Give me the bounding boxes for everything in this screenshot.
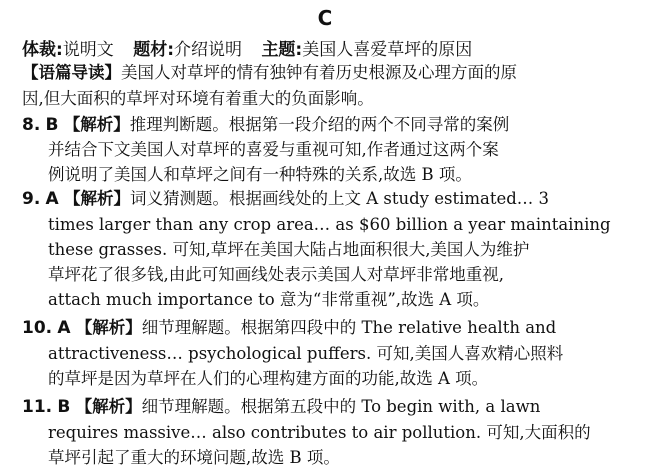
answer-10-line-2 [48, 341, 630, 367]
answer-11-text-2: requires massive… also contributes to air pollution. 可知,大面积的 [48, 423, 591, 442]
answer-11-number: 11. [22, 397, 53, 417]
answer-10-analysis-label: 【解析】 [75, 318, 142, 337]
guide-label: 【语篇导读】 [22, 63, 121, 82]
answer-9-letter: A [45, 189, 59, 209]
answer-11-line-3 [48, 445, 630, 471]
answer-9-line-1 [22, 186, 627, 212]
answer-9-line-4 [48, 262, 630, 288]
answer-9-line-5 [48, 287, 630, 313]
answer-11-text-1: 细节理解题。根据第五段中的 To begin with, a lawn [141, 397, 541, 416]
theme-value: 美国人喜爱草坪的原因 [302, 40, 473, 60]
answer-9-text-4: 草坪花了很多钱,由此可知画线处表示美国人对草坪非常地重视, [48, 265, 504, 284]
answer-9-text-5: attach much importance to 意为“非常重视”,故选 A 项。 [48, 290, 490, 309]
answer-8-text-1: 推理判断题。根据第一段介绍的两个不同寻常的案例 [129, 115, 510, 134]
guide-line-2 [22, 86, 627, 112]
answer-9-line-3 [48, 237, 630, 263]
answer-10-number: 10. [22, 318, 53, 338]
answer-10-line-3 [48, 366, 630, 392]
genre-value: 说明文 [62, 40, 114, 60]
answer-9-text-3: these grasses. 可知,草坪在美国大陆占地面积很大,美国人为维护 [48, 240, 530, 259]
answer-8-line-2 [48, 137, 630, 163]
answer-9-number: 9. [22, 189, 41, 209]
answer-8-analysis-label: 【解析】 [63, 115, 130, 134]
answer-9-analysis-label: 【解析】 [63, 189, 130, 208]
guide-text-2: 因,但大面积的草坪对环境有着重大的负面影响。 [22, 89, 374, 108]
answer-10-letter: A [57, 318, 71, 338]
answer-9-text-1: 词义猜测题。根据画线处的上文 A study estimated… 3 [129, 189, 550, 208]
answer-8-line-1 [22, 112, 627, 138]
answer-10-text-2: attractiveness… psychological puffers. 可知,美国人喜欢精心照料 [48, 344, 564, 363]
answer-11-letter: B [57, 397, 71, 417]
answer-10-line-1 [22, 315, 627, 341]
passage-meta [22, 35, 472, 60]
answer-11-analysis-label: 【解析】 [75, 397, 142, 416]
answer-8-text-3: 例说明了美国人和草坪之间有一种特殊的关系,故选 B 项。 [48, 165, 472, 184]
answer-8-line-3 [48, 162, 630, 188]
answer-8-letter: B [45, 115, 59, 135]
answer-10-text-1: 细节理解题。根据第四段中的 The relative health and [141, 318, 557, 337]
topic-value: 介绍说明 [174, 40, 243, 60]
answer-9-text-2: times larger than any crop area… as $60 billion a year maintaining [48, 215, 611, 234]
topic-label: 题材: [133, 40, 175, 60]
answer-8-text-2: 并结合下文美国人对草坪的喜爱与重视可知,作者通过这两个案 [48, 140, 499, 159]
guide-line-1 [22, 60, 627, 86]
section-letter: C [317, 6, 333, 30]
answer-9-line-2 [48, 212, 630, 238]
answer-11-line-2 [48, 420, 630, 446]
answer-8-number: 8. [22, 115, 41, 135]
answer-10-text-3: 的草坪是因为草坪在人们的心理构建方面的功能,故选 A 项。 [48, 369, 489, 388]
answer-11-text-3: 草坪引起了重大的环境问题,故选 B 项。 [48, 448, 340, 467]
genre-label: 体裁: [22, 40, 63, 60]
guide-text-1: 美国人对草坪的情有独钟有着历史根源及心理方面的原 [121, 63, 517, 82]
theme-label: 主题: [261, 40, 303, 60]
answer-11-line-1 [22, 394, 627, 420]
